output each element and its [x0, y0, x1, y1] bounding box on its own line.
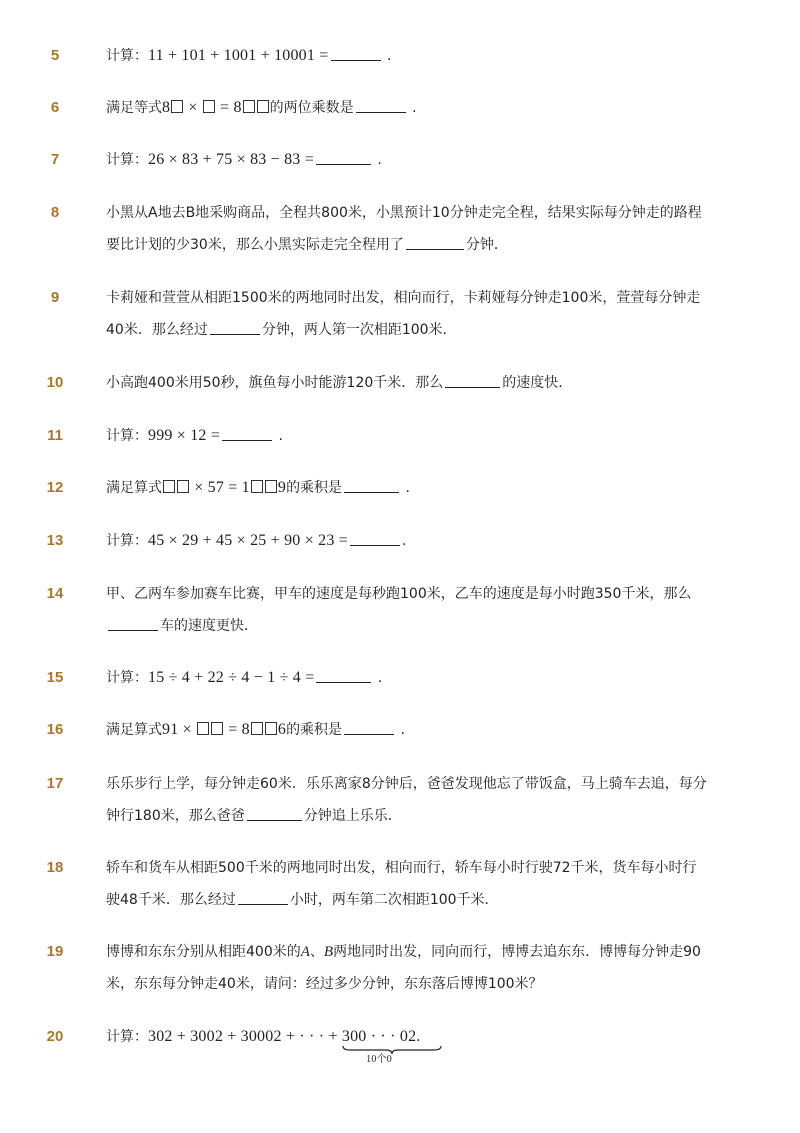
period: . [416, 1028, 421, 1045]
label: 计算： [106, 533, 148, 549]
problem-text [106, 367, 716, 399]
label: 的两位乘数是 [269, 100, 354, 116]
answer-blank[interactable] [344, 478, 399, 493]
problem-number: 15 [46, 669, 64, 686]
problem-text [106, 936, 716, 1000]
text-line [106, 314, 716, 346]
math-expression: 11 + 101 + 1001 + 10001 = [148, 47, 329, 64]
label: 计算： [106, 670, 148, 686]
text-segment: 分钟追上乐乐． [303, 808, 402, 824]
period: . [400, 722, 405, 738]
label: 的乘积是 [286, 480, 343, 496]
problem-number: 11 [47, 427, 63, 444]
text-line [106, 229, 716, 261]
underbraced-term [341, 1021, 417, 1065]
problem-number: 5 [50, 47, 60, 64]
label: 满足算式 [106, 722, 162, 738]
answer-blank[interactable] [356, 98, 406, 113]
label: 计算： [106, 1029, 148, 1045]
answer-blank[interactable] [406, 235, 464, 250]
answer-blank[interactable] [344, 720, 394, 735]
text-segment: 车的速度更快． [160, 618, 258, 634]
problem-number: 12 [46, 479, 64, 496]
text-line [106, 884, 716, 916]
text-line: 小黑从A地去B地采购商品，全程共800米，小黑预计10分钟走完全程，结果实际每分钟走的路程 [106, 205, 702, 221]
problem-text [106, 852, 716, 916]
text-line: 米，东东每分钟走40米，请问：经过多少分钟，东东落后博博100米？ [106, 976, 543, 992]
text-segment: 要比计划的少30米，那么小黑实际走完全程用了 [106, 237, 404, 253]
box-placeholder [197, 722, 209, 735]
problem-number: 20 [46, 1028, 64, 1045]
box-placeholder [203, 100, 215, 113]
problem-text [106, 144, 716, 176]
text-segment: 分钟． [465, 237, 508, 253]
answer-blank[interactable] [331, 46, 381, 61]
box-placeholder [163, 480, 175, 493]
period: . [278, 428, 283, 444]
text-line [106, 936, 716, 968]
answer-blank[interactable] [247, 806, 302, 821]
problem-text [106, 714, 716, 746]
math-digit: 6 [277, 721, 287, 738]
text-segment: 小高跑400米用50秒，旗鱼每小时能游120千米．那么 [106, 375, 444, 391]
problem-number: 18 [46, 859, 64, 876]
text-segment: 博博和东东分别从相距400米的 [106, 944, 301, 960]
math-expression: 15 ÷ 4 + 22 ÷ 4 − 1 ÷ 4 = [148, 669, 315, 686]
text-line: 乐乐步行上学，每分钟走60米．乐乐离家8分钟后，爸爸发现他忘了带饭盒，马上骑车去追，每分 [106, 776, 707, 792]
answer-blank[interactable] [108, 616, 158, 631]
box-placeholder [251, 480, 263, 493]
answer-blank[interactable] [316, 150, 371, 165]
label: 满足等式 [106, 100, 162, 116]
label: 的乘积是 [286, 722, 343, 738]
problem-number: 7 [50, 151, 60, 168]
math-expression: × 57 = 1 [190, 479, 250, 496]
problem-number: 13 [46, 532, 64, 549]
problem-text [106, 420, 716, 452]
text-line: 轿车和货车从相距500千米的两地同时出发，相向而行，轿车每小时行驶72千米，货车每小时行 [106, 860, 697, 876]
period: . [386, 48, 392, 64]
period: . [412, 100, 417, 116]
box-placeholder [243, 100, 255, 113]
problem-text [106, 92, 716, 124]
problem-text [106, 768, 716, 832]
problem-text [106, 472, 716, 504]
point-label: A [300, 944, 310, 960]
problem-number: 14 [46, 585, 64, 602]
problem-number: 10 [46, 374, 64, 391]
problem-number: 9 [50, 289, 60, 306]
text-segment: 两地同时出发，同向而行，博博去追东东．博博每分钟走90 [333, 944, 701, 960]
period: . [377, 152, 382, 168]
period: . [401, 533, 407, 549]
problem-text [106, 197, 716, 261]
text-segment: 、 [309, 944, 324, 960]
math-digit: 8 [162, 99, 171, 116]
box-placeholder [211, 722, 223, 735]
problem-number: 6 [50, 99, 60, 116]
problem-text [106, 578, 716, 642]
problem-text [106, 662, 716, 694]
math-expression: 999 × 12 = [148, 427, 221, 444]
box-placeholder [265, 480, 277, 493]
problem-number: 8 [50, 204, 60, 221]
box-placeholder [171, 100, 183, 113]
text-line [106, 610, 716, 642]
math-op: = 8 [215, 99, 242, 116]
text-segment: 驶48千米．那么经过 [106, 892, 236, 908]
math-expression: 26 × 83 + 75 × 83 − 83 = [148, 151, 314, 168]
text-line: 卡莉娅和萱萱从相距1500米的两地同时出发，相向而行，卡莉娅每分钟走100米，萱萱每分钟走 [106, 290, 701, 306]
box-placeholder [257, 100, 269, 113]
answer-blank[interactable] [316, 668, 371, 683]
math-digit: 9 [277, 479, 287, 496]
point-label: B [323, 944, 334, 960]
problem-number: 17 [46, 775, 64, 792]
answer-blank[interactable] [222, 426, 272, 441]
answer-blank[interactable] [445, 373, 500, 388]
problem-text [106, 40, 716, 72]
label: 满足算式 [106, 480, 162, 496]
text-segment: 分钟，两人第一次相距100米． [261, 322, 457, 338]
period: . [377, 670, 383, 686]
box-placeholder [265, 722, 277, 735]
text-segment: 的速度快． [502, 375, 573, 391]
label: 计算： [106, 48, 148, 64]
underbrace-label: 10个0 [366, 1054, 392, 1065]
answer-blank[interactable] [210, 320, 260, 335]
box-placeholder [251, 722, 263, 735]
label: 计算： [106, 428, 148, 444]
math-expression: 45 × 29 + 45 × 25 + 90 × 23 = [148, 532, 348, 549]
math-expression: = 8 [224, 721, 250, 738]
box-placeholder [177, 480, 189, 493]
underbraced-value: 300 · · · 02 [341, 1028, 417, 1045]
text-segment: 小时，两车第二次相距100千米． [289, 892, 499, 908]
math-op: × [184, 99, 202, 116]
math-expression: 91 × [162, 721, 197, 738]
period: . [405, 480, 410, 496]
text-segment: 钟行180米，那么爸爸 [106, 808, 245, 824]
problem-text [106, 282, 716, 346]
problem-number: 16 [46, 721, 64, 738]
problem-text [106, 1021, 716, 1065]
math-expression: 302 + 3002 + 30002 + · · · + [148, 1028, 342, 1045]
answer-blank[interactable] [238, 890, 288, 905]
problem-number: 19 [46, 943, 64, 960]
label: 计算： [106, 152, 148, 168]
text-segment: 40米．那么经过 [106, 322, 208, 338]
text-line: 甲、乙两车参加赛车比赛，甲车的速度是每秒跑100米，乙车的速度是每小时跑350千米，那么 [106, 586, 692, 602]
problem-text [106, 525, 716, 557]
text-line [106, 800, 716, 832]
answer-blank[interactable] [350, 531, 400, 546]
